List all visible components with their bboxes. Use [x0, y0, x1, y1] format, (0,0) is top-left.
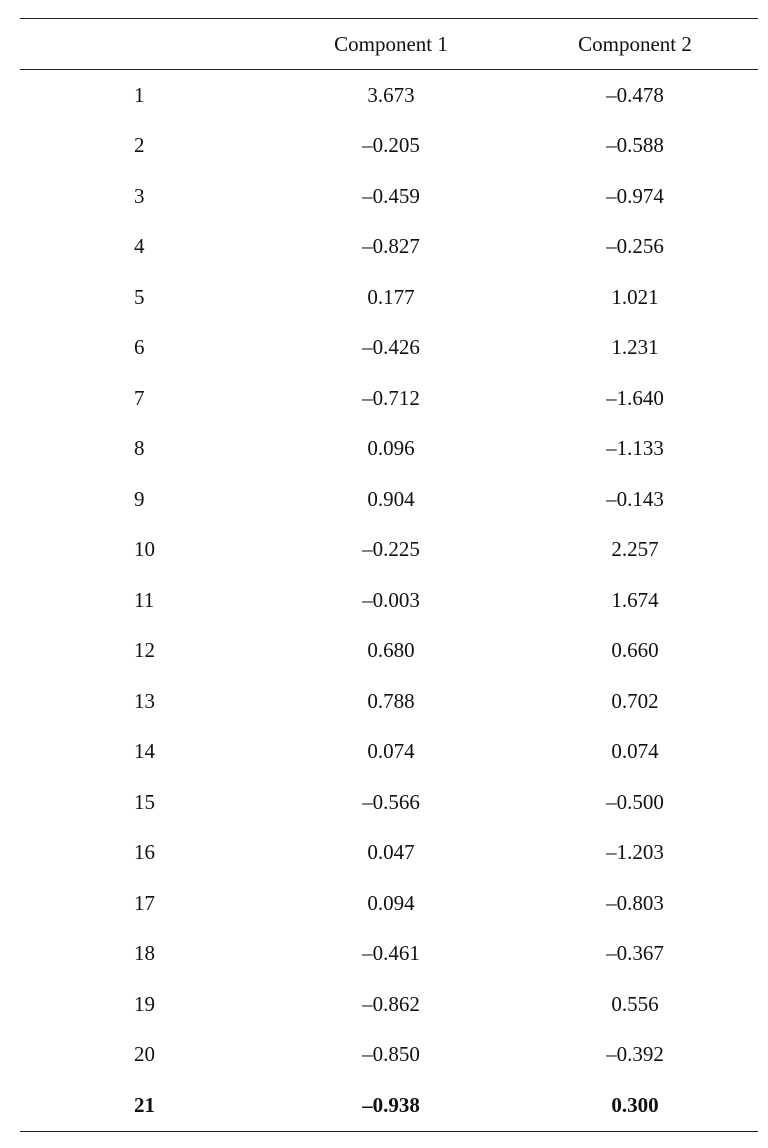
row-index: 3 [134, 183, 145, 208]
row-index: 9 [134, 486, 145, 511]
table-row [20, 575, 758, 626]
component-1-value: 0.680 [367, 638, 415, 663]
component-2-value: –0.478 [606, 82, 664, 107]
table-row [20, 727, 758, 778]
table-row [20, 878, 758, 929]
table-row [20, 1080, 758, 1131]
table-row [20, 424, 758, 475]
component-1-value: –0.461 [362, 941, 420, 966]
table-row [20, 70, 758, 121]
header-row [20, 19, 758, 69]
table-row [20, 121, 758, 172]
component-2-value: –0.803 [606, 890, 664, 915]
table-row [20, 929, 758, 980]
component-1-value: 0.094 [367, 890, 415, 915]
component-1-value: –0.938 [362, 1092, 420, 1117]
row-index: 10 [134, 537, 155, 562]
component-2-value: –0.392 [606, 1042, 664, 1067]
component-1-value: –0.459 [362, 183, 420, 208]
row-index: 2 [134, 133, 145, 158]
component-2-value: –1.133 [606, 436, 664, 461]
component-2-value: 0.660 [611, 638, 659, 663]
component-2-value: –0.367 [606, 941, 664, 966]
component-2-value: –0.256 [606, 234, 664, 259]
component-1-value: 0.074 [367, 739, 415, 764]
table-row [20, 979, 758, 1030]
component-2-value: –0.143 [606, 486, 664, 511]
component-2-value: –1.203 [606, 840, 664, 865]
row-index: 20 [134, 1042, 155, 1067]
bottom-rule [20, 1131, 758, 1132]
component-2-value: 1.674 [611, 587, 659, 612]
table-row [20, 272, 758, 323]
table-row [20, 828, 758, 879]
component-2-value: 0.556 [611, 991, 659, 1016]
row-index: 8 [134, 436, 145, 461]
table-row [20, 222, 758, 273]
component-scores-table [20, 18, 758, 1132]
table-row [20, 373, 758, 424]
component-2-value: 1.231 [611, 335, 659, 360]
component-2-value: 1.021 [611, 284, 659, 309]
component-1-value: 3.673 [367, 82, 415, 107]
table-row [20, 676, 758, 727]
header-component-1: Component 1 [334, 31, 448, 56]
component-2-value: 2.257 [611, 537, 659, 562]
row-index: 7 [134, 385, 145, 410]
row-index: 21 [134, 1092, 155, 1117]
component-1-value: –0.850 [362, 1042, 420, 1067]
component-2-value: –0.588 [606, 133, 664, 158]
row-index: 6 [134, 335, 145, 360]
table-row [20, 525, 758, 576]
row-index: 13 [134, 688, 155, 713]
header-index [20, 19, 270, 69]
component-1-value: 0.177 [367, 284, 415, 309]
table-row [20, 1030, 758, 1081]
row-index: 11 [134, 587, 155, 612]
row-index: 12 [134, 638, 155, 663]
component-2-value: –0.500 [606, 789, 664, 814]
table-row [20, 171, 758, 222]
component-2-value: –0.974 [606, 183, 664, 208]
component-1-value: 0.096 [367, 436, 415, 461]
component-2-value: –1.640 [606, 385, 664, 410]
table-row [20, 474, 758, 525]
data-table-body [20, 70, 758, 1131]
component-2-value: 0.300 [611, 1092, 659, 1117]
row-index: 16 [134, 840, 155, 865]
row-index: 18 [134, 941, 155, 966]
component-1-value: –0.225 [362, 537, 420, 562]
table-row [20, 777, 758, 828]
row-index: 4 [134, 234, 145, 259]
component-1-value: 0.788 [367, 688, 415, 713]
component-1-value: –0.205 [362, 133, 420, 158]
row-index: 15 [134, 789, 155, 814]
component-1-value: –0.426 [362, 335, 420, 360]
row-index: 17 [134, 890, 155, 915]
header-component-2: Component 2 [578, 31, 692, 56]
row-index: 1 [134, 82, 145, 107]
row-index: 14 [134, 739, 155, 764]
component-2-value: 0.074 [611, 739, 659, 764]
component-1-value: –0.566 [362, 789, 420, 814]
component-2-value: 0.702 [611, 688, 659, 713]
table-row [20, 626, 758, 677]
component-1-value: –0.712 [362, 385, 420, 410]
component-1-value: –0.003 [362, 587, 420, 612]
table-row [20, 323, 758, 374]
component-1-value: –0.862 [362, 991, 420, 1016]
row-index: 19 [134, 991, 155, 1016]
component-1-value: 0.904 [367, 486, 415, 511]
data-table [20, 19, 758, 69]
component-1-value: 0.047 [367, 840, 415, 865]
row-index: 5 [134, 284, 145, 309]
component-1-value: –0.827 [362, 234, 420, 259]
